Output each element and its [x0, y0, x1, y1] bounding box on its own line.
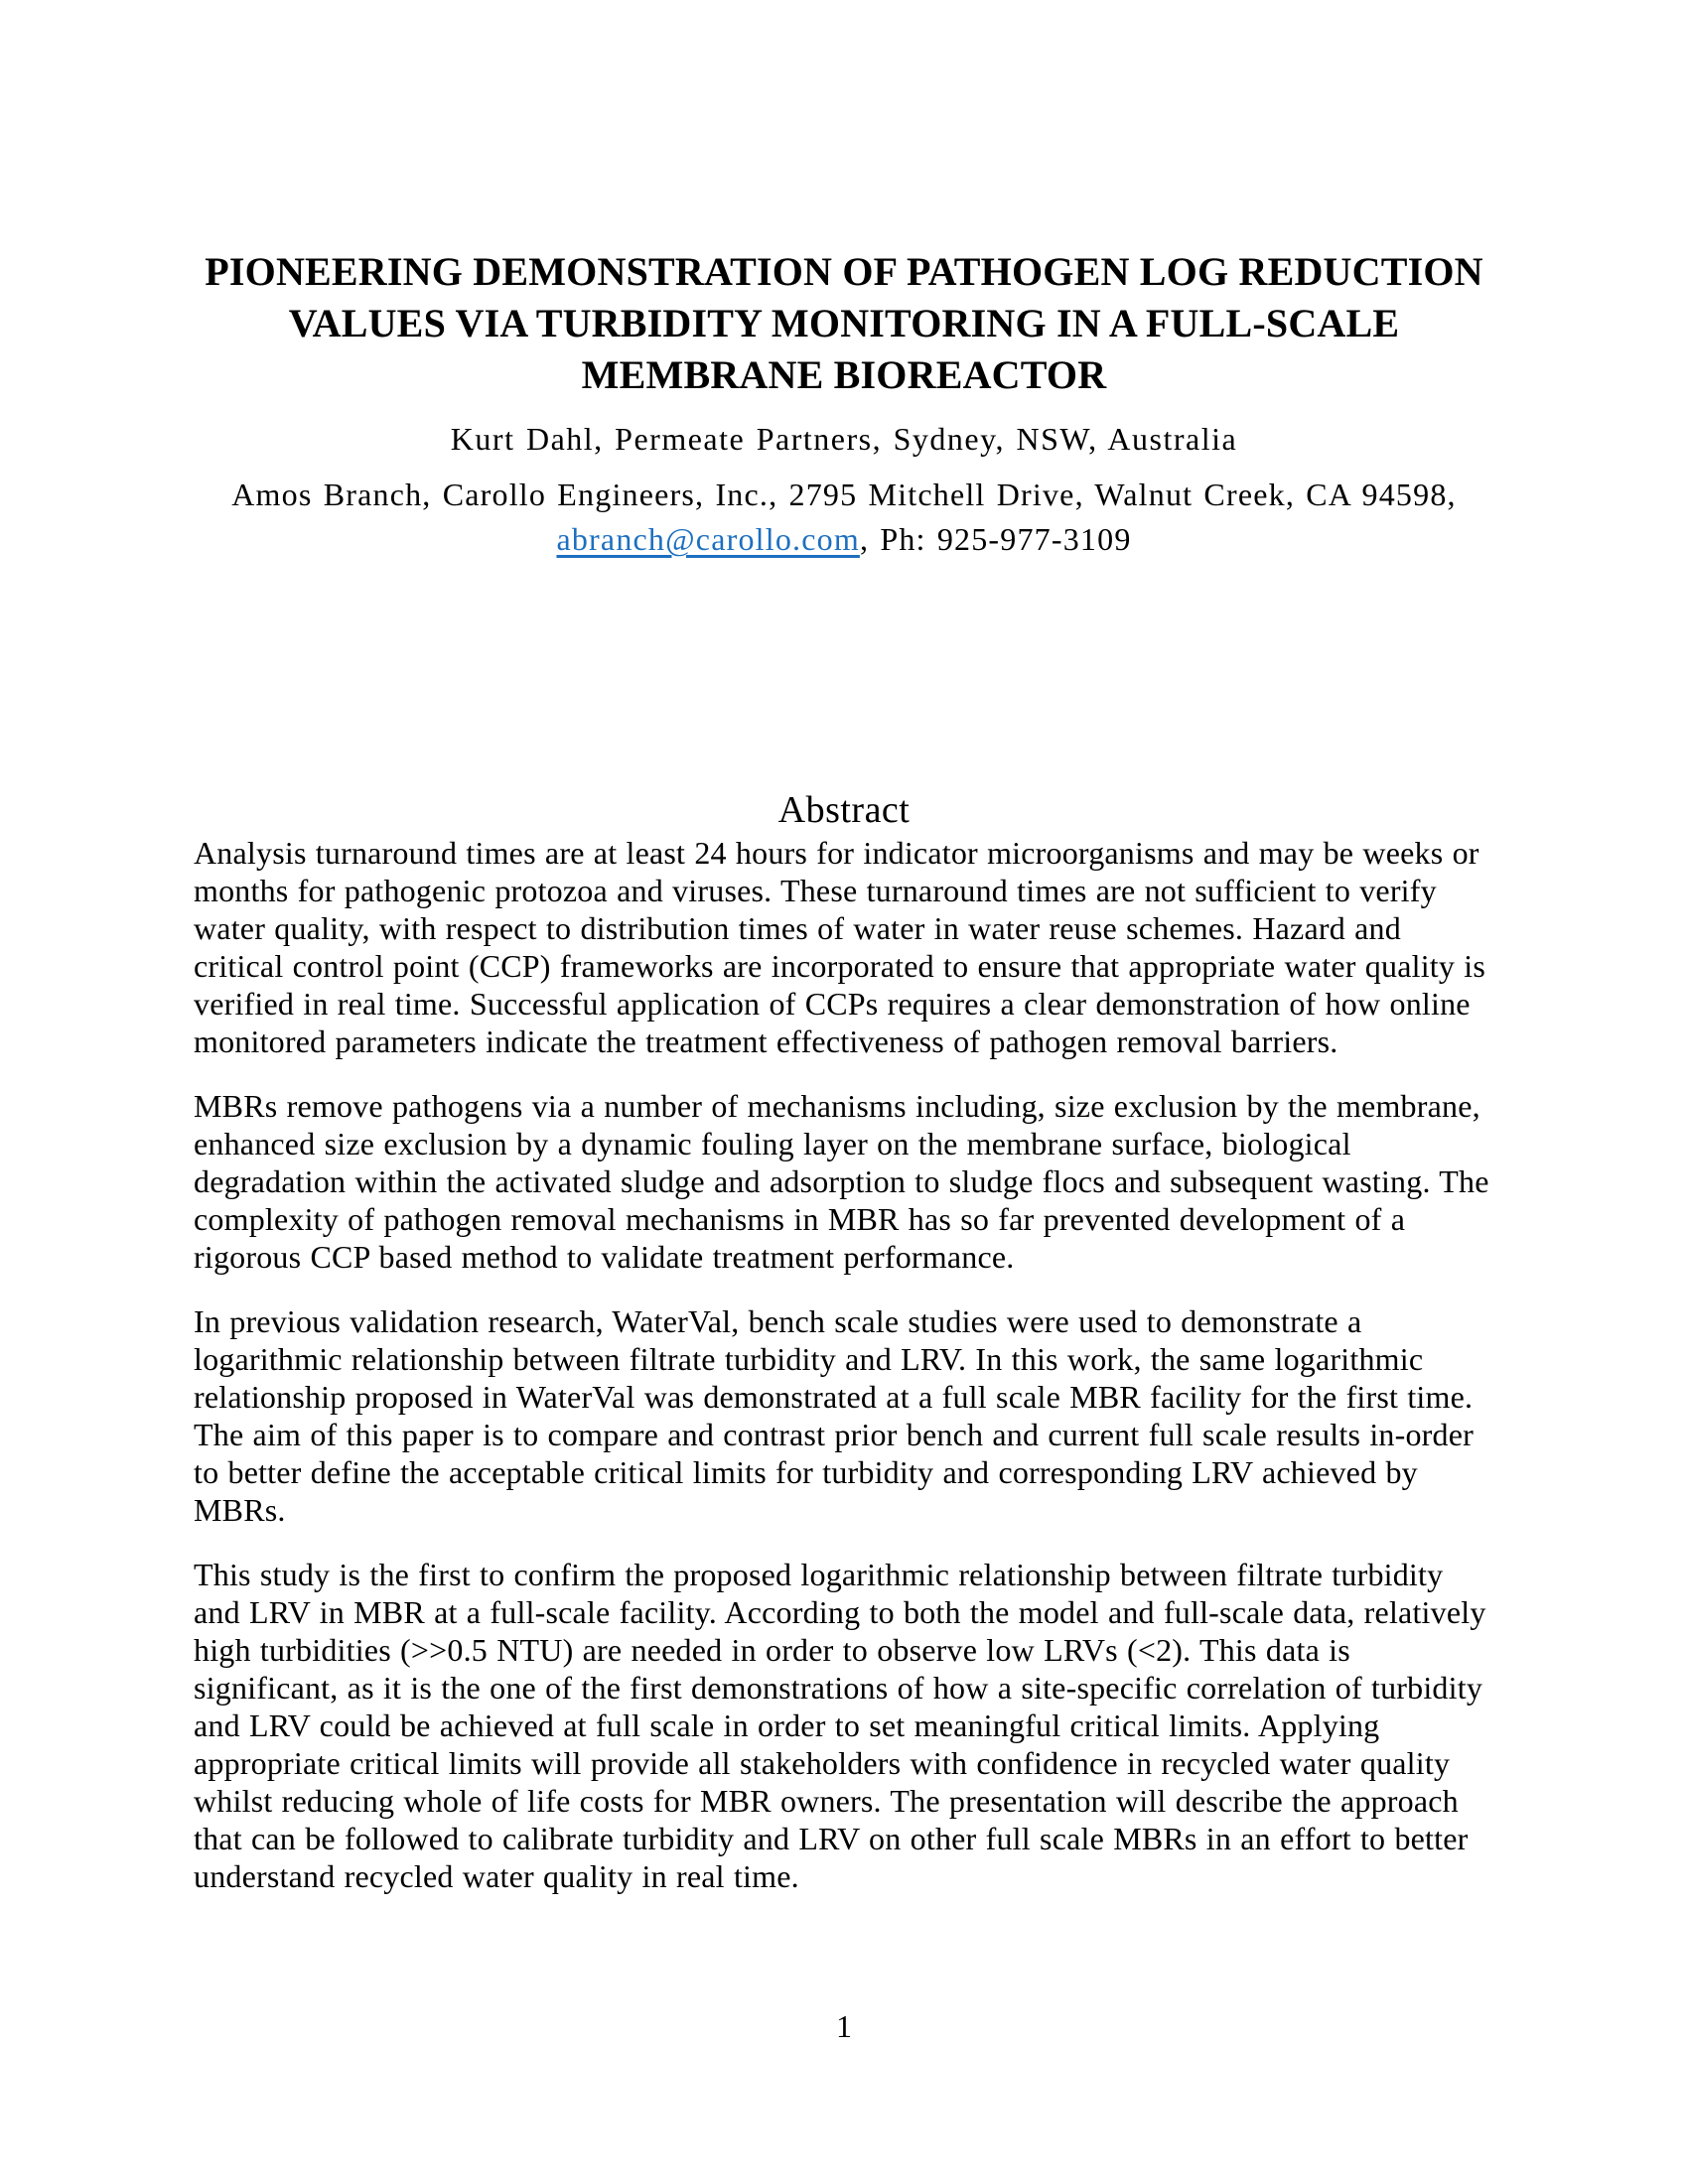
- paper-title: PIONEERING DEMONSTRATION OF PATHOGEN LOG REDUCTION VALUES VIA TURBIDITY MONITORING IN A FULL-SCALE MEMBRANE BIOREACTOR: [205, 249, 1483, 397]
- abstract-body: [194, 834, 1494, 1895]
- email-link[interactable]: abranch@carollo.com: [556, 521, 860, 557]
- author-affiliation-text: Amos Branch, Carollo Engineers, Inc., 2795 Mitchell Drive, Walnut Creek, CA 94598,: [231, 477, 1457, 512]
- abstract-paragraph-1: Analysis turnaround times are at least 24 hours for indicator microorganisms and may be weeks or months for pathogenic protozoa and viruses. These turnaround times are not sufficient to verify water quality, with respect to distribution times of water in water reuse schemes. Hazard and critical control point (CCP) frameworks are incorporated to ensure that appropriate water quality is verified in real time. Successful application of CCPs requires a clear demonstration of how online monitored parameters indicate the treatment effectiveness of pathogen removal barriers.: [194, 835, 1486, 1059]
- abstract-paragraph-3: In previous validation research, WaterVal, bench scale studies were used to demonstrate a logarithmic relationship between filtrate turbidity and LRV. In this work, the same logarithmic relationship proposed in WaterVal was demonstrated at a full scale MBR facility for the first time. The aim of this paper is to compare and contrast prior bench and current full scale results in-order to better define the acceptable critical limits for turbidity and corresponding LRV achieved by MBRs.: [194, 1303, 1474, 1528]
- abstract-heading: Abstract: [777, 789, 911, 831]
- page-number: 1: [836, 2008, 852, 2044]
- author-line-second: [218, 473, 1470, 562]
- author-line-first: Kurt Dahl, Permeate Partners, Sydney, NSW, Australia: [450, 421, 1238, 457]
- abstract-paragraph-4: This study is the first to confirm the proposed logarithmic relationship between filtrate turbidity and LRV in MBR at a full-scale facility. According to both the model and full-scale data, relatively high turbidities (>>0.5 NTU) are needed in order to observe low LRVs (<2). This data is significant, as it is the one of the first demonstrations of how a site-specific correlation of turbidity and LRV could be achieved at full scale in order to set meaningful critical limits. Applying appropriate critical limits will provide all stakeholders with confidence in recycled water quality whilst reducing whole of life costs for MBR owners. The presentation will describe the approach that can be followed to calibrate turbidity and LRV on other full scale MBRs in an effort to better understand recycled water quality in real time.: [194, 1557, 1486, 1894]
- author-phone-text: , Ph: 925-977-3109: [859, 521, 1132, 557]
- abstract-paragraph-2: MBRs remove pathogens via a number of mechanisms including, size exclusion by the membrane, enhanced size exclusion by a dynamic fouling layer on the membrane surface, biological degradation within the activated sludge and adsorption to sludge flocs and subsequent wasting. The complexity of pathogen removal mechanisms in MBR has so far prevented development of a rigorous CCP based method to validate treatment performance.: [194, 1088, 1489, 1275]
